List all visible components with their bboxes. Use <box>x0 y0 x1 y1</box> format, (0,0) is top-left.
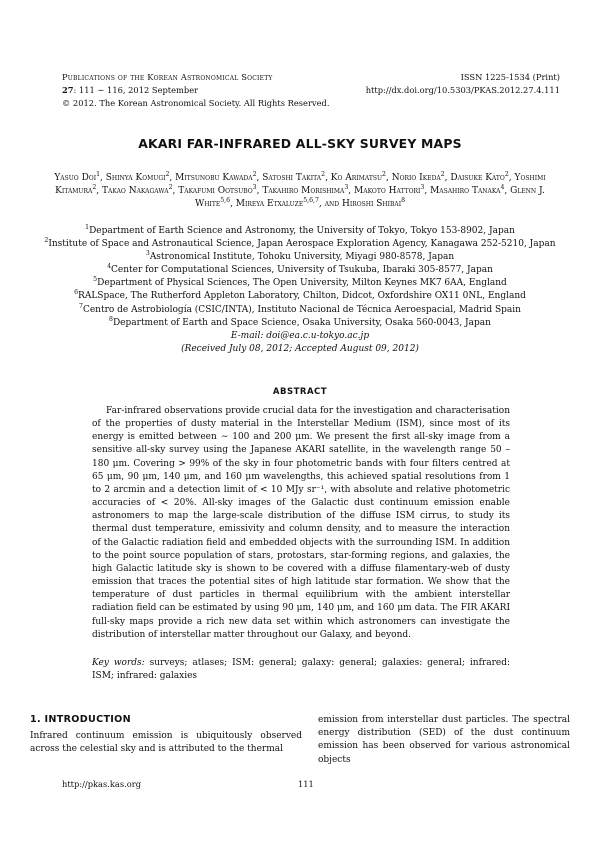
author-name: Takahiro Morishima <box>262 186 345 197</box>
footer-url[interactable]: http://pkas.kas.org <box>62 779 142 789</box>
contact-email[interactable]: E-mail: doi@ea.c.u-tokyo.ac.jp <box>230 330 370 341</box>
affiliation-block <box>30 225 570 356</box>
author-conjunction: and <box>324 199 340 210</box>
affiliation-number: 2 <box>44 237 49 245</box>
intro-left-column: Infrared continuum emission is ubiquitously observed across the celestial sky and is attributed to the thermal <box>30 731 302 755</box>
affiliation-text: Centro de Astrobiología (CSIC/INTA), Instituto Nacional de Técnica Aeroespacial, Madrid Spain <box>82 304 521 315</box>
affiliation-text: Institute of Space and Astronautical Science, Japan Aerospace Exploration Agency, Kanagawa 252-5210, Japan <box>48 239 556 250</box>
copyright-line: © 2012. The Korean Astronomical Society. All Rights Reserved. <box>62 98 330 108</box>
author-affiliation-mark: 3 <box>252 184 257 192</box>
affiliation <box>30 225 570 238</box>
author-name: Daisuke Kato <box>450 173 505 183</box>
author-name: Takafumi Ootsubo <box>178 186 253 197</box>
page-range: : 111 ∼ 116, 2012 September <box>73 85 199 95</box>
section-heading-introduction: 1. INTRODUCTION <box>30 714 131 725</box>
volume-number: 27 <box>62 85 74 95</box>
affiliation <box>30 290 570 303</box>
affiliation-text: Department of Physical Sciences, The Open University, Milton Keynes MK7 6AA, England <box>97 278 507 289</box>
journal-header <box>62 71 329 110</box>
author-name: Shinya Komugi <box>105 173 166 183</box>
author-affiliation-mark: 2 <box>252 171 257 178</box>
author-affiliation-mark: 8 <box>401 197 406 205</box>
affiliation-text: Department of Earth Science and Astronomy, the University of Tokyo, Tokyo 153-8902, Japan <box>89 226 515 236</box>
author-affiliation-mark: 2 <box>504 171 509 178</box>
author-affiliation-mark: 2 <box>92 184 97 192</box>
author-affiliation-mark: 3 <box>420 184 425 192</box>
author-name: Glenn J. White <box>194 186 545 210</box>
affiliation-number: 7 <box>79 302 83 310</box>
intro-right-column: emission from interstellar dust particles. The spectral energy distribution (SED) of the dust continuum emission has been observed for various astronomical objects <box>318 715 570 765</box>
author-affiliation-mark: 2 <box>168 184 173 192</box>
affiliation-text: RALSpace, The Rutherford Appleton Laboratory, Chilton, Didcot, Oxfordshire OX11 0NL, England <box>78 291 526 302</box>
affiliation-number: 8 <box>109 315 113 323</box>
abstract-heading: ABSTRACT <box>272 387 328 397</box>
affiliation <box>30 238 570 251</box>
author-name: Yoshimi Kitamura <box>55 173 546 197</box>
affiliation-number: 6 <box>74 289 79 297</box>
keywords-list: surveys; atlases; ISM: general; galaxy: general; galaxies: general; infrared: ISM; infrared: galaxies <box>92 658 510 682</box>
author-name: Masahiro Tanaka <box>430 186 501 197</box>
author-affiliation-mark: 2 <box>382 171 386 178</box>
journal-name: Publications of the Korean Astronomical Society <box>62 72 273 82</box>
affiliation <box>30 277 570 290</box>
received-dates: (Received July 08, 2012; Accepted August 09, 2012) <box>181 343 419 354</box>
affiliation-text: Astronomical Institute, Tohoku University, Miyagi 980-8578, Japan <box>149 252 455 263</box>
keywords <box>92 657 510 683</box>
author-name: Ko Arimatsu <box>330 173 383 183</box>
affiliation <box>30 264 570 277</box>
affiliation-number: 3 <box>145 250 150 258</box>
author-affiliation-mark: 5,6 <box>220 197 231 205</box>
affiliation <box>30 317 570 330</box>
issn-block <box>366 71 560 97</box>
affiliation-number: 4 <box>107 263 111 271</box>
page-number: 111 <box>298 779 314 789</box>
author-affiliation-mark: 2 <box>440 171 445 178</box>
issn: ISSN 1225-1534 (Print) <box>460 72 560 82</box>
volume-line <box>62 84 329 97</box>
author-affiliation-mark: 4 <box>500 184 505 192</box>
author-name: Makoto Hattori <box>354 186 421 197</box>
affiliation-text: Center for Computational Sciences, University of Tsukuba, Ibaraki 305-8577, Japan <box>111 265 493 276</box>
affiliation-text: Department of Earth and Space Science, Osaka University, Osaka 560-0043, Japan <box>112 317 491 328</box>
doi-link[interactable]: http://dx.doi.org/10.5303/PKAS.2012.27.4.111 <box>365 85 560 95</box>
affiliation-number: 1 <box>85 224 90 231</box>
author-affiliation-mark: 2 <box>165 171 170 178</box>
keywords-label: Key words: <box>92 658 145 668</box>
affiliation-list <box>30 225 570 330</box>
author-affiliation-mark: 2 <box>321 171 326 178</box>
affiliation-number: 5 <box>93 276 98 284</box>
author-affiliation-mark: 5,6,7 <box>303 197 319 205</box>
author-name: Takao Nakagawa <box>102 186 169 197</box>
author-name: Hiroshi Shibai <box>341 199 402 210</box>
author-affiliation-mark: 1 <box>96 171 101 178</box>
author-list: Yasuo Doi$^1$, Shinya Komugi$^2$, Mitsunobu Kawada$^2$, Satoshi Takita$^2$, Ko Arimatsu$^2$, Norio Ikeda$^2$, Daisuke Kato$^2$, Yoshimi Kitamura$^2$, Takao Nakagawa$^2$, Takafumi Ootsubo$^3$, Takahiro Morishima$^3$, Makoto Hattori$^3$, Masahiro Tanaka$^4$, Glenn J. White$^{5,6}$, Mireya Etxaluze$^{5,6,7}$, and Hiroshi Shibai$^8$ <box>54 171 546 210</box>
author-name: Mireya Etxaluze <box>235 199 304 210</box>
author-name: Norio Ikeda <box>391 173 441 183</box>
author-name: Mitsunobu Kawada <box>175 173 253 183</box>
author-name: Yasuo Doi <box>54 173 97 183</box>
author-affiliation-mark: 3 <box>344 184 349 192</box>
abstract-body: Far-infrared observations provide crucial data for the investigation and characterisation of the properties of dusty material in the Interstellar Medium (ISM), since most of its energy is emitted between ∼ 100 and 200 μm. We present the first all-sky image from a sensitive all-sky survey using the Japanese AKARI satellite, in the wavelength range 50 – 180 μm. Covering > 99% of the sky in four photometric bands with four filters centred at 65 μm, 90 μm, 140 μm, and 160 μm wavelengths, this achieved spatial resolutions from 1 to 2 arcmin and a detection limit of < 10 MJy sr⁻¹, with absolute and relative photometric accuracies of < 20%. All-sky images of the Galactic dust continuum emission enable astronomers to map the large-scale distribution of the diffuse ISM cirrus, to study its thermal dust temperature, emissivity and column density, and to measure the interaction of the Galactic radiation field and embedded objects with the surrounding ISM. In addition to the point source population of stars, protostars, star-forming regions, and galaxies, the high Galactic latitude sky is shown to be covered with a diffuse filamentary-web of dusty emission that traces the potential sites of high latitude star formation. We show that the temperature of dust particles in thermal equilibrium with the ambient interstellar radiation field can be estimated by using 90 μm, 140 μm, and 160 μm data. The FIR AKARI full-sky maps provide a rich new data set within which astronomers can investigate the distribution of interstellar matter throughout our Galaxy, and beyond. <box>92 406 510 640</box>
paper-title: AKARI FAR-INFRARED ALL-SKY SURVEY MAPS <box>138 136 462 151</box>
author-name: Satoshi Takita <box>262 173 322 183</box>
affiliation <box>30 251 570 264</box>
